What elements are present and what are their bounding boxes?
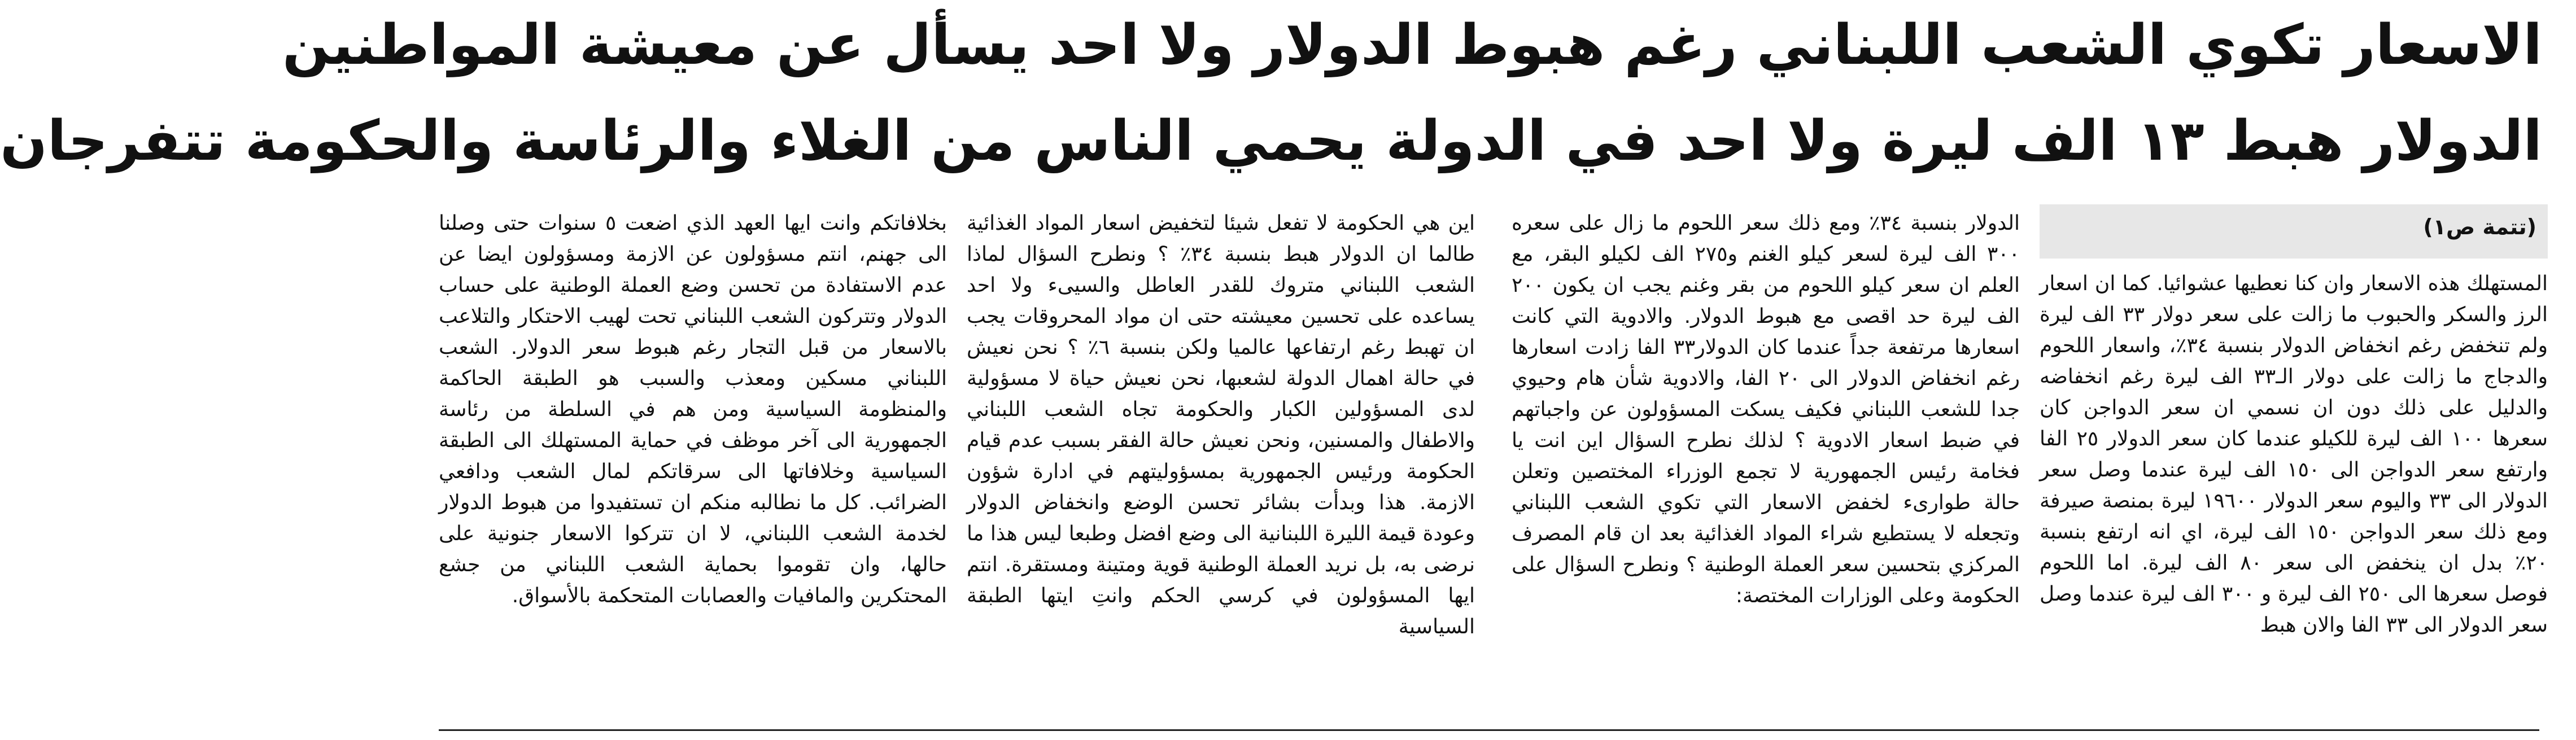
column-3-text: اين هي الحكومة لا تفعل شيئا لتخفيض اسعار المواد الغذائية طالما ان الدولار هبط بنسبة ٣٤٪ ؟ ونطرح السؤال لماذا الشعب اللبناني متروك للقدر العاطل والسيىء ولا احد يساعده على تحسين معيشته حتى ان مواد المحروقات يجب ان تهبط رغم ارتفاعها عالميا ولكن بنسبة ٦٪ ؟ نحن نعيش في حالة اهمال الدولة لشعبها، نحن نعيش حياة لا مسؤولية لدى المسؤولين الكبار والحكومة تجاه الشعب اللبناني والاطفال والمسنين، ونحن نعيش حالة الفقر بسبب عدم قيام الحكومة ورئيس الجمهورية بمسؤوليتهم في ادارة شؤون الازمة. هذا وبدأت بشائر تحسن الوضع وانخفاض الدولار وعودة قيمة الليرة اللبنانية الى وضع افضل وطبعا ليس هذا ما نرضى به، بل نريد العملة الوطنية قوية ومتينة ومستقرة. انتم ايها المسؤولون في كرسي الحكم وانتِ ايتها الطبقة السياسية — [967, 212, 1475, 638]
column-4-text: بخلافاتكم وانت ايها العهد الذي اضعت ٥ سنوات حتى وصلنا الى جهنم، انتم مسؤولون عن الازمة ومسؤولون ايضا عن عدم الاستفادة من تحسن وضع العملة الوطنية على حساب الدولار وتتركون الشعب اللبناني تحت لهيب الاحتكار والتلاعب بالاسعار من قبل التجار رغم هبوط سعر الدولار. الشعب اللبناني مسكين ومعذب والسبب هو الطبقة الحاكمة والمنظومة السياسية ومن هم في السلطة من رئاسة الجمهورية الى آخر موظف في حماية المستهلك الى الطبقة السياسية وخلافاتها الى سرقاتكم لمال الشعب ودافعي الضرائب. كل ما نطالبه منكم ان تستفيدوا من هبوط الدولار لخدمة الشعب اللبناني، لا ان تتركوا الاسعار جنونية على حالها، وان تقوموا بحماية الشعب اللبناني من جشع المحتكرين والمافيات والعصابات المتحكمة بالأسواق. — [439, 212, 947, 607]
article-column-4 — [439, 208, 947, 724]
continuation-label: (تتمة ص١) — [2423, 214, 2536, 239]
bottom-rule — [439, 729, 2539, 731]
headline-line-2: الدولار هبط ١٣ الف ليرة ولا احد في الدولة يحمي الناس من الغلاء والرئاسة والحكومة تتفرجان — [0, 109, 2542, 173]
continuation-banner — [2040, 204, 2548, 259]
article-column-1 — [2040, 268, 2548, 725]
column-1-text: المستهلك هذه الاسعار وان كنا نعطيها عشوائيا. كما ان اسعار الرز والسكر والحبوب ما زالت على سعر دولار ٣٣ الف ليرة ولم تنخفض رغم انخفاض الدولار بنسبة ٣٤٪، واسعار اللحوم والدجاج ما زالت على دولار الـ٣٣ الف ليرة رغم انخفاضه والدليل على ذلك دون ان نسمي ان سعر الدواجن كان سعرها ١٠٠ الف ليرة للكيلو عندما كان سعر الدولار ٢٥ الفا وارتفع سعر الدواجن الى ١٥٠ الف ليرة عندما وصل سعر الدولار الى ٣٣ واليوم سعر الدولار ١٩٦٠٠ ليرة بمنصة صيرفة ومع ذلك سعر الدواجن ١٥٠ الف ليرة، اي انه ارتفع بنسبة ٢٠٪ بدل ان ينخفض الى سعر ٨٠ الف ليرة. اما اللحوم فوصل سعرها الى ٢٥٠ الف ليرة و ٣٠٠ الف ليرة عندما وصل سعر الدولار الى ٣٣ الفا والان هبط — [2040, 272, 2548, 637]
headline-line-1: الاسعار تكوي الشعب اللبناني رغم هبوط الدولار ولا احد يسأل عن معيشة المواطنين — [282, 13, 2542, 77]
column-2-text: الدولار بنسبة ٣٤٪ ومع ذلك سعر اللحوم ما زال على سعره ٣٠٠ الف ليرة لسعر كيلو الغنم و٢٧٥ الف لكيلو البقر، مع العلم ان سعر كيلو اللحوم من بقر وغنم يجب ان يكون ٢٠٠ الف ليرة حد اقصى مع هبوط الدولار. والادوية التي كانت اسعارها مرتفعة جداً عندما كان الدولار٣٣ الفا زادت اسعارها رغم انخفاض الدولار الى ٢٠ الفا، والادوية شأن هام وحيوي جدا للشعب اللبناني فكيف يسكت المسؤولون عن واجباتهم في ضبط اسعار الادوية ؟ لذلك نطرح السؤال اين انت يا فخامة رئيس الجمهورية لا تجمع الوزراء المختصين وتعلن حالة طوارىء لخفض الاسعار التي تكوي الشعب اللبناني وتجعله لا يستطيع شراء المواد الغذائية بعد ان قام المصرف المركزي بتحسين سعر العملة الوطنية ؟ ونطرح السؤال على الحكومة وعلى الوزارات المختصة: — [1512, 212, 2020, 607]
article-column-3 — [967, 208, 1475, 724]
article-column-2 — [1512, 208, 2020, 724]
